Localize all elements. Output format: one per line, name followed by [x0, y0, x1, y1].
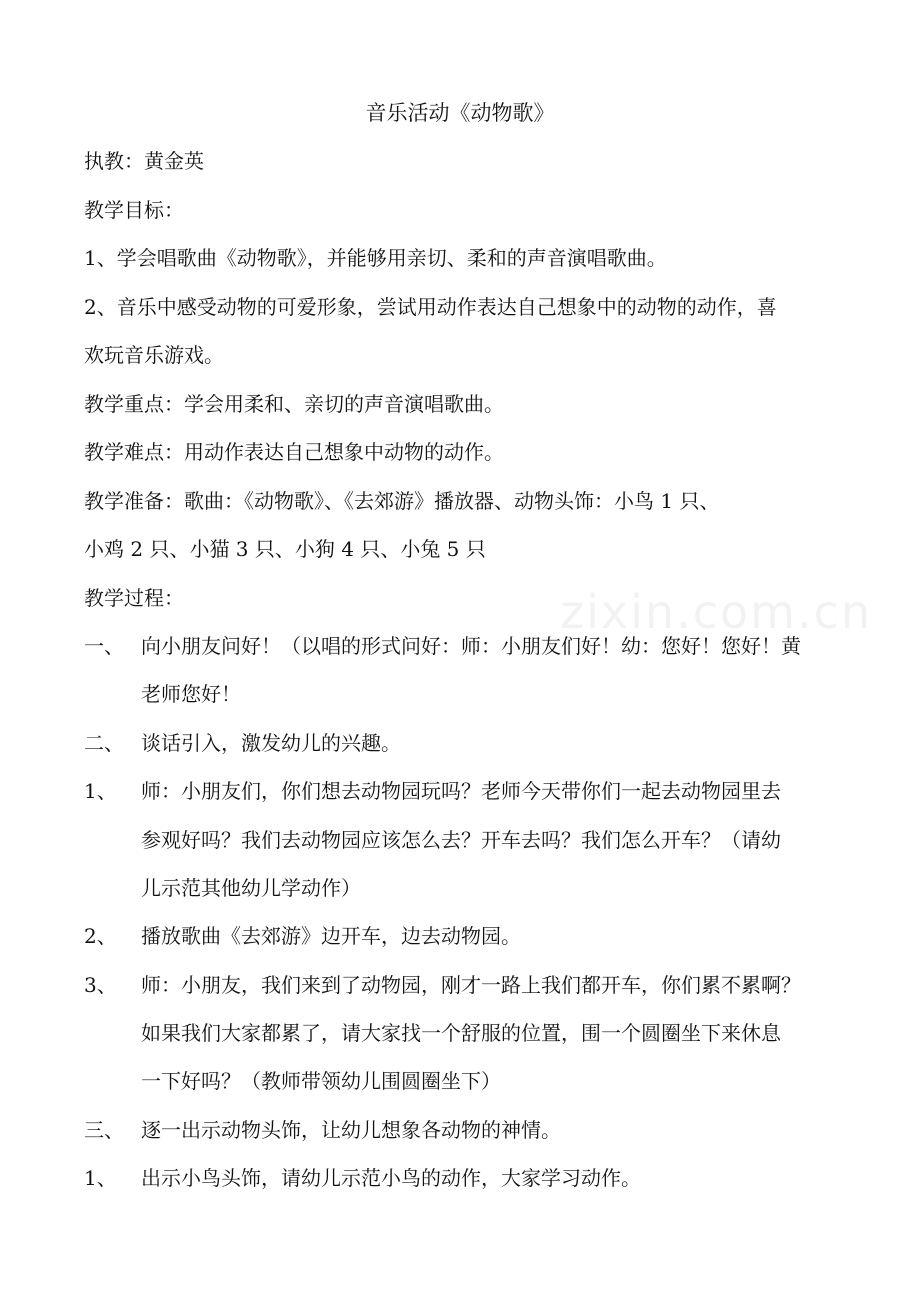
step-number: 三、 — [84, 1118, 124, 1142]
step-number: 2、 — [84, 924, 117, 948]
watermark: zixin.com.cn — [560, 585, 873, 639]
goals-heading: 教学目标： — [84, 198, 184, 222]
teacher-line: 执教：黄金英 — [84, 149, 204, 173]
step-text: 如果我们大家都累了，请大家找一个舒服的位置，围一个圆圈坐下来休息 — [141, 1021, 781, 1045]
document-title: 音乐活动《动物歌》 — [365, 101, 555, 125]
step-number: 1、 — [84, 1166, 117, 1190]
step-text: 师：小朋友们，你们想去动物园玩吗？老师今天带你们一起去动物园里去 — [141, 779, 781, 803]
step-text: 出示小鸟头饰，请幼儿示范小鸟的动作，大家学习动作。 — [141, 1166, 641, 1190]
step-text: 播放歌曲《去郊游》边开车，边去动物园。 — [141, 924, 521, 948]
step-text: 逐一出示动物头饰，让幼儿想象各动物的神情。 — [141, 1118, 561, 1142]
step-number: 3、 — [84, 973, 117, 997]
step-number: 1、 — [84, 779, 117, 803]
difficulty: 教学难点：用动作表达自己想象中动物的动作。 — [84, 440, 504, 464]
step-text: 一下好吗？（教师带领幼儿围圆圈坐下） — [141, 1069, 501, 1093]
step-number: 二、 — [84, 731, 124, 755]
step-text: 老师您好！ — [141, 682, 241, 706]
goal-2-line-2: 欢玩音乐游戏。 — [84, 343, 224, 367]
step-text: 谈话引入，激发幼儿的兴趣。 — [141, 731, 401, 755]
key-point: 教学重点：学会用柔和、亲切的声音演唱歌曲。 — [84, 392, 504, 416]
goal-2-line-1: 2、音乐中感受动物的可爱形象，尝试用动作表达自己想象中的动物的动作，喜 — [84, 295, 777, 319]
step-text: 参观好吗？我们去动物园应该怎么去？开车去吗？我们怎么开车？（请幼 — [141, 828, 781, 852]
goal-1: 1、学会唱歌曲《动物歌》，并能够用亲切、柔和的声音演唱歌曲。 — [84, 246, 667, 270]
preparation-line-2: 小鸡 2 只、小猫 3 只、小狗 4 只、小兔 5 只 — [84, 537, 486, 561]
step-text: 向小朋友问好！（以唱的形式问好：师：小朋友们好！幼：您好！您好！黄 — [141, 634, 801, 658]
process-heading: 教学过程： — [84, 586, 184, 610]
step-text: 儿示范其他幼儿学动作） — [141, 876, 361, 900]
step-number: 一、 — [84, 634, 124, 658]
step-text: 师：小朋友，我们来到了动物园，刚才一路上我们都开车，你们累不累啊？ — [141, 973, 801, 997]
preparation-line-1: 教学准备：歌曲：《动物歌》、《去郊游》播放器、动物头饰：小鸟 1 只、 — [84, 489, 720, 513]
